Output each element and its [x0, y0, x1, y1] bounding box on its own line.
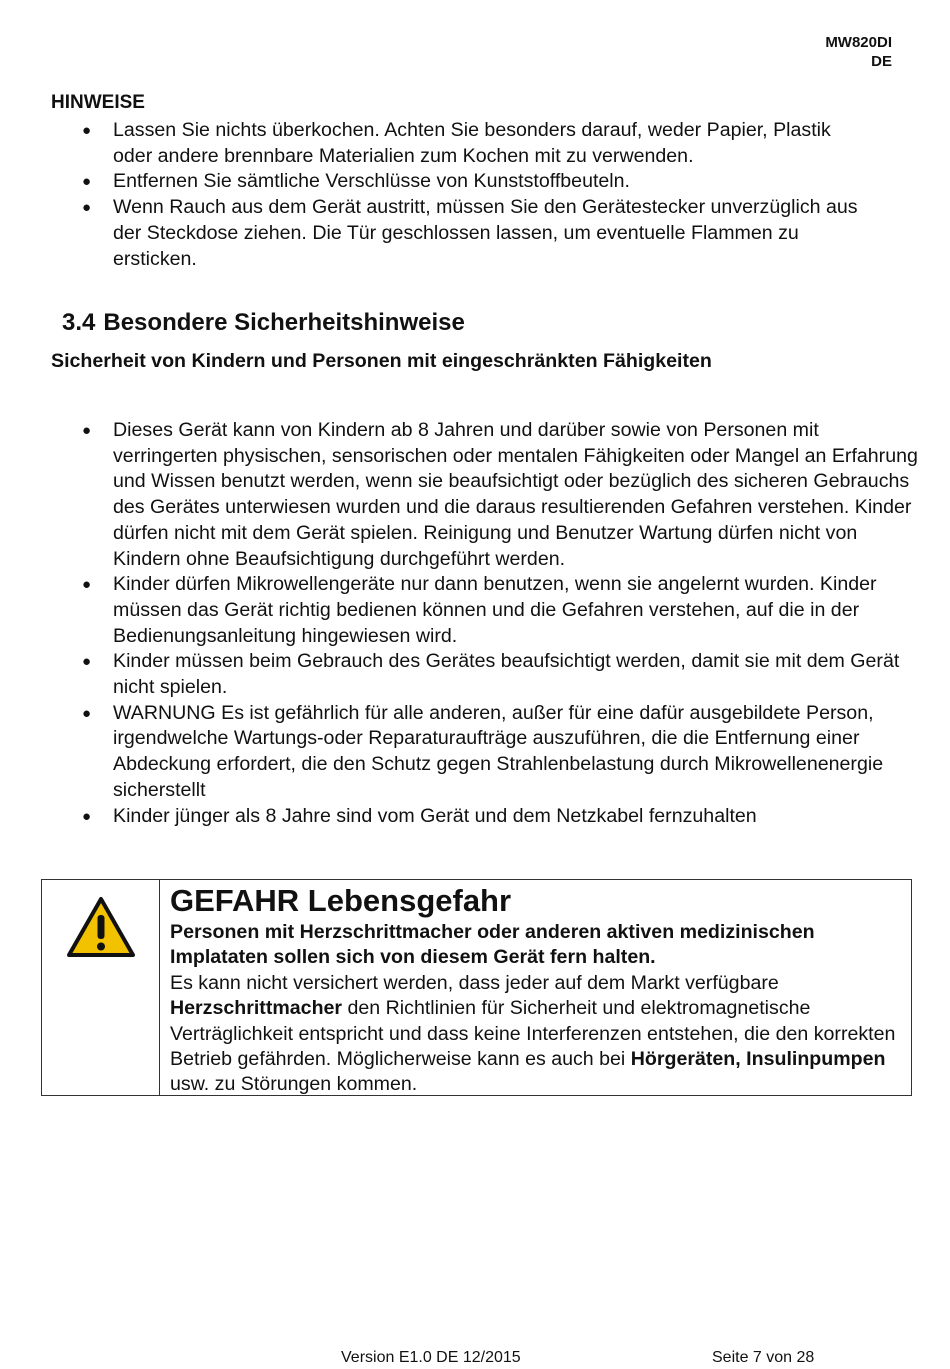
list-item: [51, 572, 921, 649]
footer-version: Version E1.0 DE 12/2015: [341, 1349, 521, 1366]
warning-text-2: den Richtlinien für Sicherheit und elektromagnetische Verträglichkeit entspricht und dass keine Interferenzen entstehen, die den korrekten Betrieb gefährden. Möglicherweise kann es auch bei: [170, 997, 896, 1071]
hinweise-list: [51, 118, 871, 272]
warning-text-1: Es kann nicht versichert werden, dass jeder auf dem Markt verfügbare: [170, 971, 779, 994]
list-item-text: Dieses Gerät kann von Kindern ab 8 Jahren und darüber sowie von Personen mit verringerten physischen, sensorischen oder mentalen Fähigkeiten oder Mangel an Erfahrung und Wissen benutzt werden, wenn sie beaufsichtigt oder bezüglich des sicheren Gebrauchs des Gerätes unterwiesen wurden und die daraus resultierenden Gefahren verstehen. Kinder dürfen nicht mit dem Gerät spielen. Reinigung und Benutzer Wartung dürfen nicht von Kindern ohne Beaufsichtigung durchgeführt werden.: [113, 419, 918, 570]
language-code: DE: [871, 53, 892, 70]
warning-text-3: usw. zu Störungen kommen.: [170, 1073, 418, 1096]
warning-bold-intro: Personen mit Herzschrittmacher oder anderen aktiven medizinischen Implataten sollen sich von diesem Gerät fern halten.: [170, 921, 815, 969]
section-subtitle: Sicherheit von Kindern und Personen mit eingeschränkten Fähigkeiten: [51, 350, 712, 372]
list-item-text: Kinder dürfen Mikrowellengeräte nur dann benutzen, wenn sie angelernt wurden. Kinder müssen das Gerät richtig bedienen können und die Gefahren verstehen, auf die in der Bedienungsanleitung hingewiesen wird.: [113, 573, 877, 647]
bullet-icon: ●: [82, 122, 92, 139]
warning-bold-1: Herzschrittmacher: [170, 997, 343, 1020]
section-number: 3.4: [62, 309, 96, 336]
bullet-icon: ●: [82, 422, 92, 439]
list-item-text: Entfernen Sie sämtliche Verschlüsse von Kunststoffbeuteln.: [113, 170, 630, 193]
section-title: Besondere Sicherheitshinweise: [103, 309, 465, 336]
footer-page-number: Seite 7 von 28: [712, 1349, 815, 1366]
warning-title: GEFAHR Lebensgefahr: [170, 883, 512, 918]
list-item: [51, 118, 871, 169]
list-item-text: Lassen Sie nichts überkochen. Achten Sie besonders darauf, weder Papier, Plastik oder andere brennbare Materialien zum Kochen mit zu verwenden.: [113, 119, 831, 167]
list-item: [51, 169, 871, 195]
list-item-text: Kinder jünger als 8 Jahre sind vom Gerät und dem Netzkabel fernzuhalten: [113, 804, 757, 827]
bullet-icon: ●: [82, 704, 92, 722]
warning-bold-2: Hörgeräten, Insulinpumpen: [630, 1048, 886, 1071]
list-item: [51, 418, 921, 572]
list-item-text: WARNUNG Es ist gefährlich für alle anderen, außer für eine dafür ausgebildete Person, irgendwelche Wartungs-oder Reparaturaufträge auszuführen, die die Entfernung einer Abdeckung erfordert, die den Schutz gegen Strahlenbelastung durch Mikrowellenenergie sicherstellt: [113, 701, 884, 801]
hinweise-heading: HINWEISE: [51, 92, 145, 113]
list-item-text: Wenn Rauch aus dem Gerät austritt, müssen Sie den Gerätestecker unverzüglich aus der Steckdose ziehen. Die Tür geschlossen lassen, um eventuelle Flammen zu ersticken.: [113, 196, 858, 270]
danger-warning-box: [41, 879, 912, 1096]
warning-triangle-icon: [66, 896, 136, 958]
document-header-code: [825, 33, 892, 71]
bullet-icon: ●: [82, 653, 92, 671]
warning-icon-cell: [42, 880, 160, 1095]
bullet-icon: ●: [82, 173, 92, 191]
list-item-text: Kinder müssen beim Gebrauch des Gerätes beaufsichtigt werden, damit sie mit dem Gerät nicht spielen.: [113, 650, 900, 699]
bullet-icon: ●: [82, 576, 92, 594]
model-number: MW820DI: [825, 34, 892, 51]
list-item: [51, 195, 871, 272]
list-item: [51, 701, 921, 804]
section-heading: [62, 309, 465, 337]
list-item: [51, 804, 921, 830]
warning-body: [170, 971, 901, 1098]
list-item: [51, 649, 921, 700]
warning-text-cell: [160, 880, 911, 1095]
safety-list: [51, 418, 921, 829]
bullet-icon: ●: [82, 199, 92, 217]
bullet-icon: ●: [82, 807, 92, 825]
